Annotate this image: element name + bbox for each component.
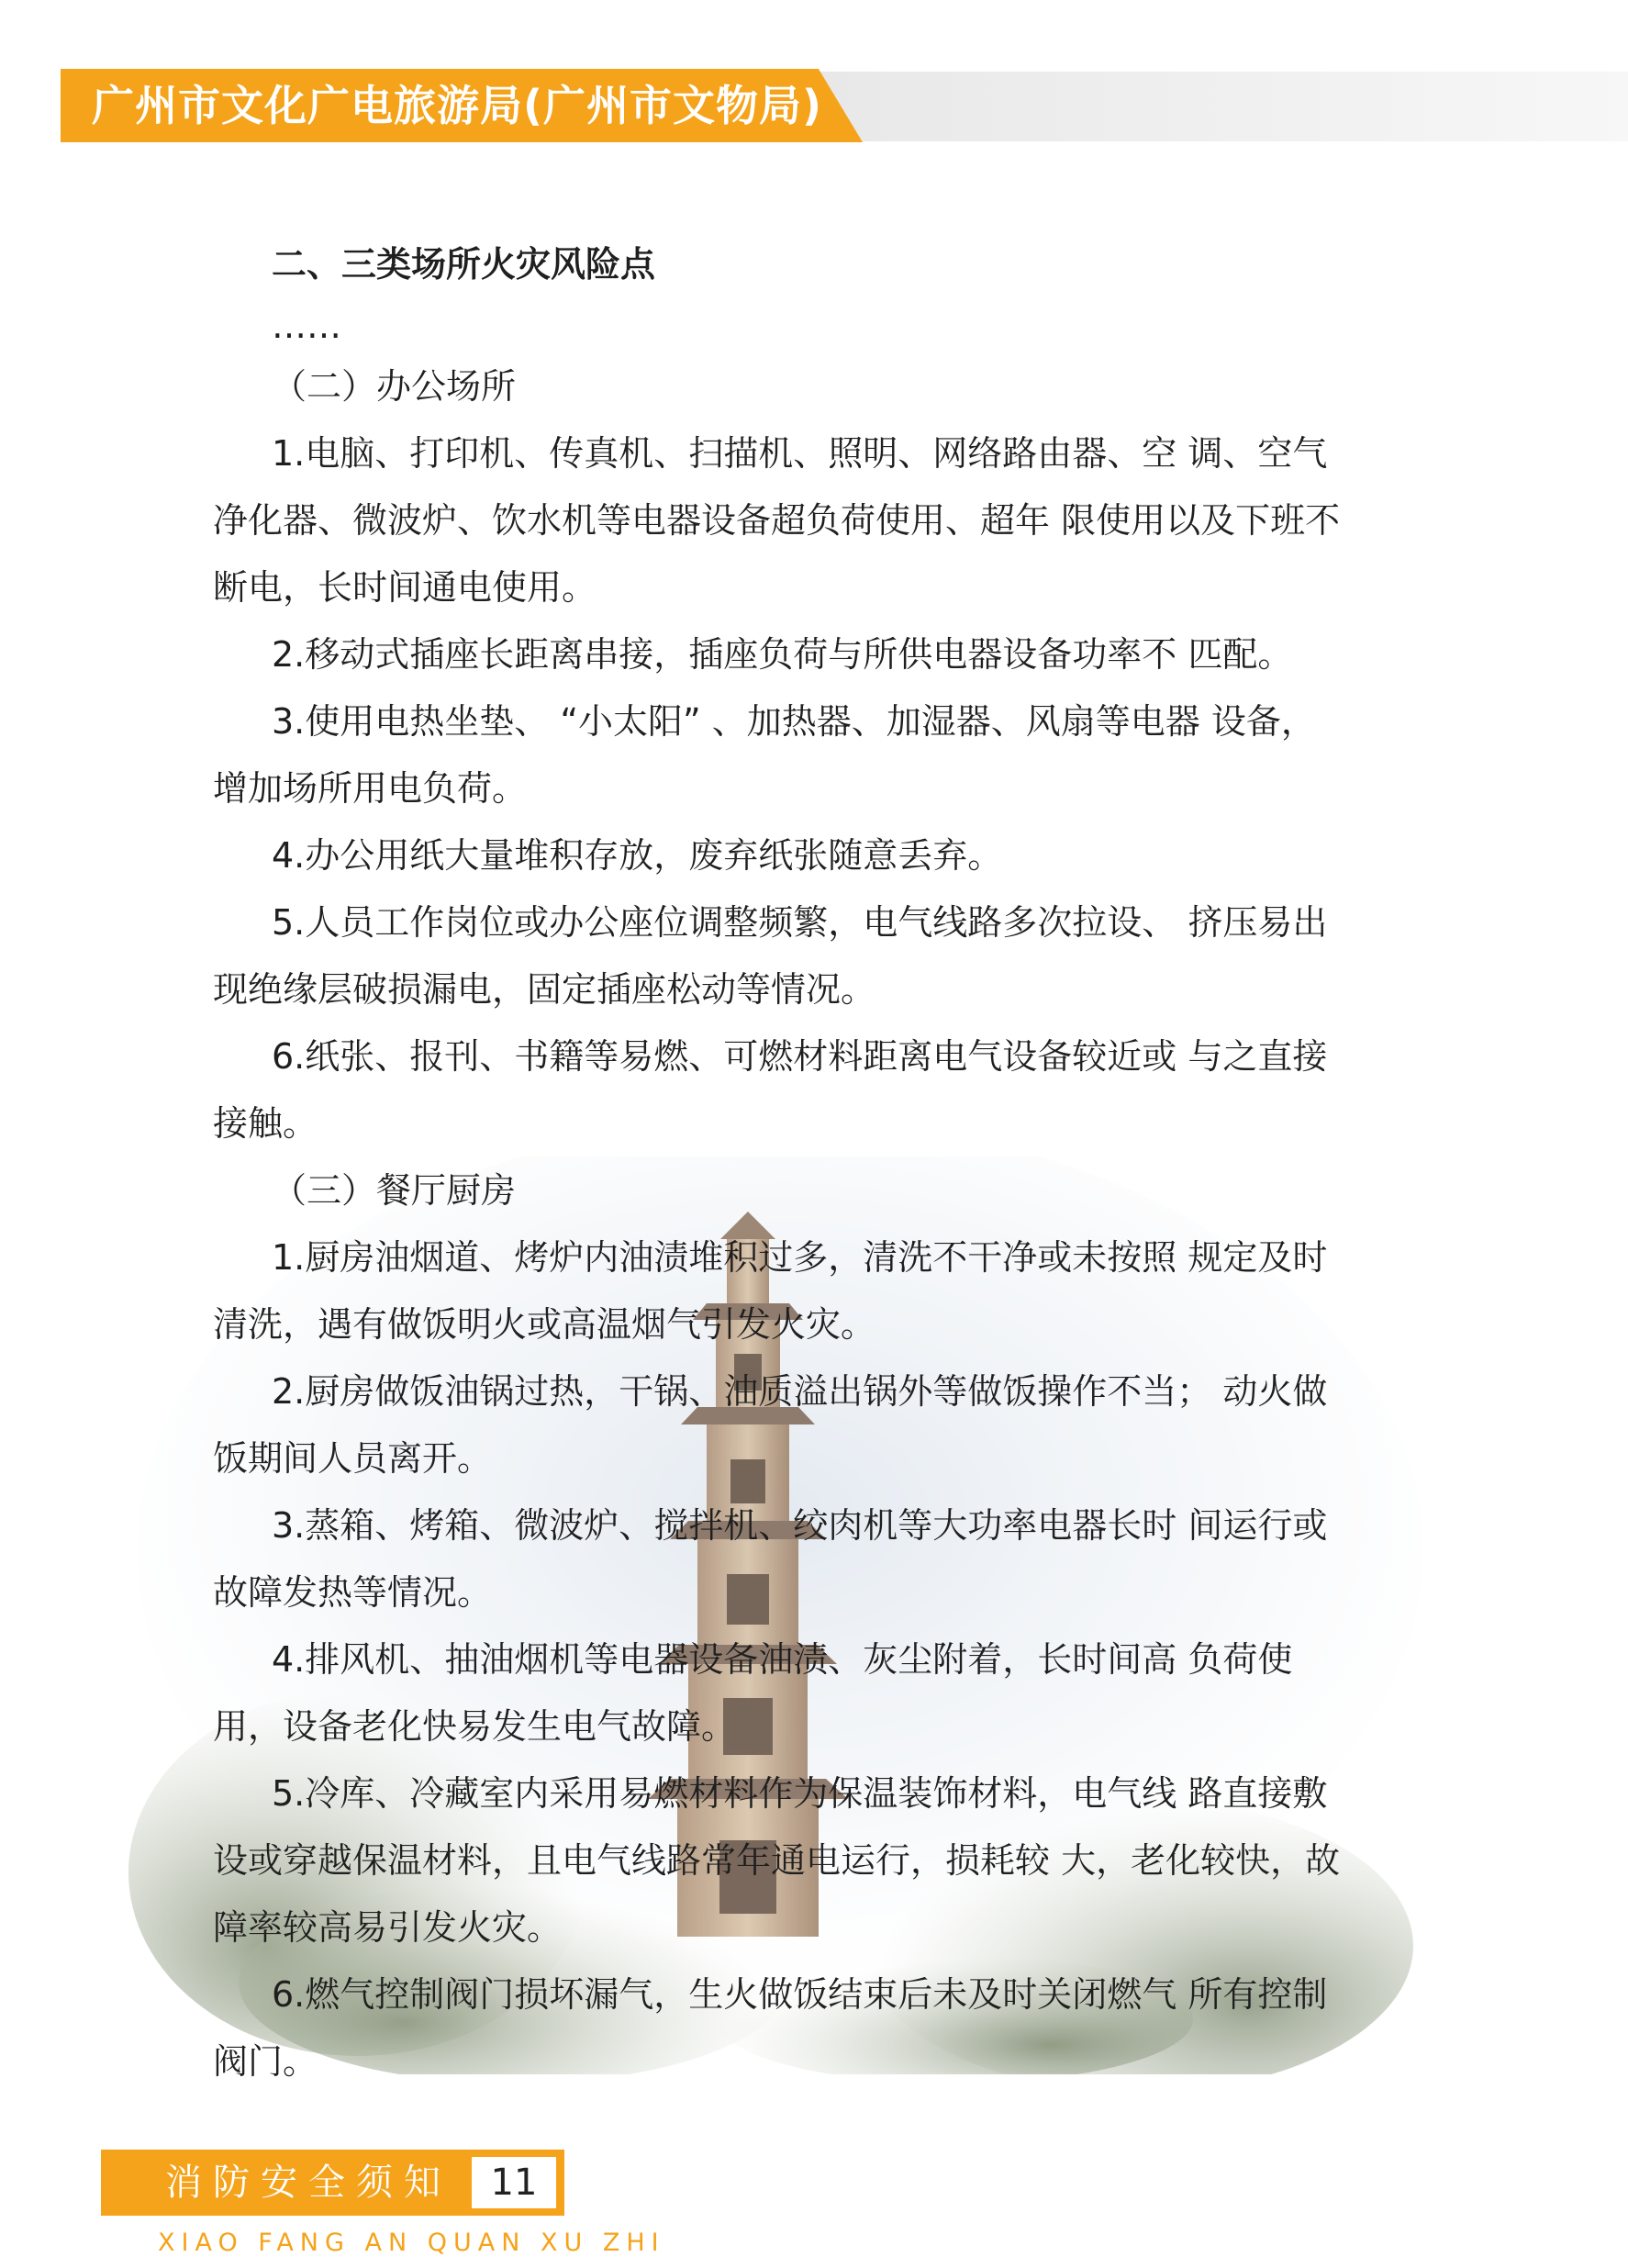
- office-heading: （二）办公场所: [272, 366, 517, 407]
- section-title: 二、三类场所火灾风险点: [272, 244, 656, 285]
- ellipsis: ……: [272, 306, 341, 346]
- kitchen-item-6: 6.燃气控制阀门损坏漏气，生火做饭结束后未及时关闭燃气 所有控制 阀门。: [213, 1974, 1328, 2082]
- kitchen-item-3: 3.蒸箱、烤箱、微波炉、搅拌机、绞肉机等大功率电器长时 间运行或 故障发热等情况。: [213, 1505, 1328, 1613]
- document-body: [213, 231, 1406, 2095]
- footer-subtitle: XIAO FANG AN QUAN XU ZHI: [158, 2229, 665, 2257]
- header-title: 广州市文化广电旅游局(广州市文物局): [92, 81, 823, 130]
- footer-label: 消防安全须知: [165, 2162, 452, 2204]
- kitchen-item-4: 4.排风机、抽油烟机等电器设备油渍、灰尘附着，长时间高 负荷使 用，设备老化快易发生电气故障。: [213, 1639, 1293, 1747]
- office-item-6: 6.纸张、报刊、书籍等易燃、可燃材料距离电气设备较近或 与之直接 接触。: [213, 1036, 1328, 1144]
- office-item-3: 3.使用电热坐垫、 “小太阳” 、加热器、加湿器、风扇等电器 设备， 增加场所用电负荷。: [213, 701, 1316, 809]
- office-item-2: 2.移动式插座长距离串接，插座负荷与所供电器设备功率不 匹配。: [272, 634, 1293, 675]
- office-item-4: 4.办公用纸大量堆积存放，废弃纸张随意丢弃。: [272, 835, 1003, 876]
- kitchen-heading: （三）餐厅厨房: [272, 1170, 517, 1211]
- header-gray-band: [808, 72, 1628, 141]
- kitchen-item-5: 5.冷库、冷藏室内采用易燃材料作为保温装饰材料，电气线 路直接敷 设或穿越保温材料，且电气线路常年通电运行，损耗较 大，老化较快，故 障率较高易引发火灾。: [213, 1773, 1341, 1948]
- office-item-1: 1.电脑、打印机、传真机、扫描机、照明、网络路由器、空 调、空气 净化器、微波炉、饮水机等电器设备超负荷使用、超年 限使用以及下班不 断电，长时间通电使用。: [213, 433, 1341, 608]
- office-item-5: 5.人员工作岗位或办公座位调整频繁，电气线路多次拉设、 挤压易出 现绝缘层破损漏电，固定插座松动等情况。: [213, 902, 1328, 1010]
- kitchen-item-1: 1.厨房油烟道、烤炉内油渍堆积过多，清洗不干净或未按照 规定及时 清洗，遇有做饭明火或高温烟气引发火灾。: [213, 1237, 1328, 1345]
- kitchen-item-2: 2.厨房做饭油锅过热，干锅、油质溢出锅外等做饭操作不当； 动火做 饭期间人员离开。: [213, 1371, 1328, 1479]
- page-number: 11: [472, 2157, 556, 2208]
